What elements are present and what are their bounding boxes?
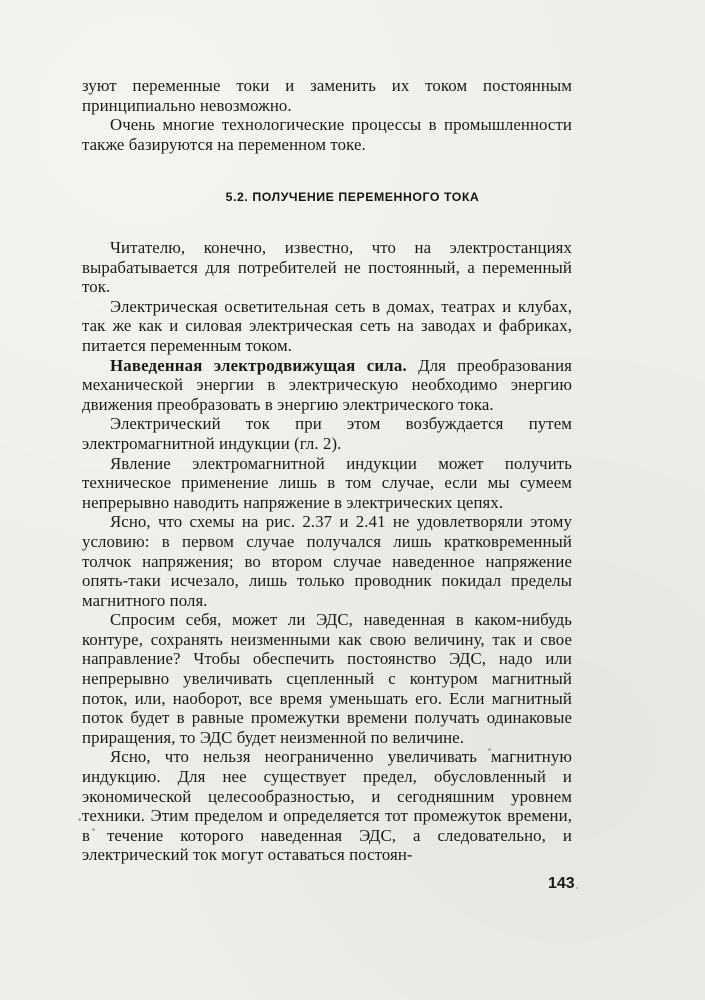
paragraph-continuation: зуют переменные токи и заменить их током постоянным принципиально невозможно. [82, 76, 572, 115]
paragraph: Ясно, что схемы на рис. 2.37 и 2.41 не удовлетворяли этому условию: в первом случае получался лишь кратковременный толчок напряжения; во втором случае наведенное напряжение опять-таки исчезало, лишь только проводник покидал пределы магнитного поля. [82, 512, 572, 610]
print-speck [488, 748, 491, 751]
paragraph: Явление электромагнитной индукции может получить техническое применение лишь в том случае, если мы сумеем непрерывно наводить напряжение в электрических цепях. [82, 453, 572, 512]
paragraph: Ясно, что нельзя неограниченно увеличивать магнитную индукцию. Для нее существует предел, обусловленный и экономической целесообразностью, и сегодняшним уровнем техники. Этим пределом и определяется тот промежуток времени, в течение которого наведенная ЭДС, а следовательно, и электрический ток могут оставаться постоян- [82, 747, 572, 865]
paragraph-with-subheading [82, 356, 572, 415]
paragraph: Спросим себя, может ли ЭДС, наведенная в каком-нибудь контуре, сохранять неизменными как свою величину, так и свое направление? Чтобы обеспечить постоянство ЭДС, надо или непрерывно увеличивать сцепленный с контуром магнитный поток, или, наоборот, все время уменьшать его. Если магнитный поток будет в равные промежутки времени получать одинаковые приращения, то ЭДС будет неизменной по величине. [82, 610, 572, 747]
paragraph: Электрическая осветительная сеть в домах, театрах и клубах, так же как и силовая электрическая сеть на заводах и фабриках, питается переменным током. [82, 296, 572, 355]
print-speck [78, 818, 81, 821]
run-in-subheading: Наведенная электродвижущая сила. [110, 355, 407, 375]
print-speck [92, 828, 95, 831]
paragraph: Электрический ток при этом возбуждается путем электромагнитной индукции (гл. 2). [82, 414, 572, 453]
paragraph: Очень многие технологические процессы в промышленности также базируются на переменном токе. [82, 115, 572, 154]
print-speck [410, 754, 412, 756]
page-number: 143 [548, 875, 575, 892]
top-text-block [82, 76, 572, 154]
paragraph-text: Для преобразования механической энергии в электрическую необходимо энергию движения преобразовать в энергию электрического тока. [82, 355, 572, 414]
section-heading: 5.2. ПОЛУЧЕНИЕ ПЕРЕМЕННОГО ТОКА [225, 190, 480, 204]
print-speck [576, 887, 578, 889]
main-text-block [82, 238, 572, 865]
paragraph: Читателю, конечно, известно, что на электростанциях вырабатывается для потребителей не постоянный, а переменный ток. [82, 238, 572, 297]
